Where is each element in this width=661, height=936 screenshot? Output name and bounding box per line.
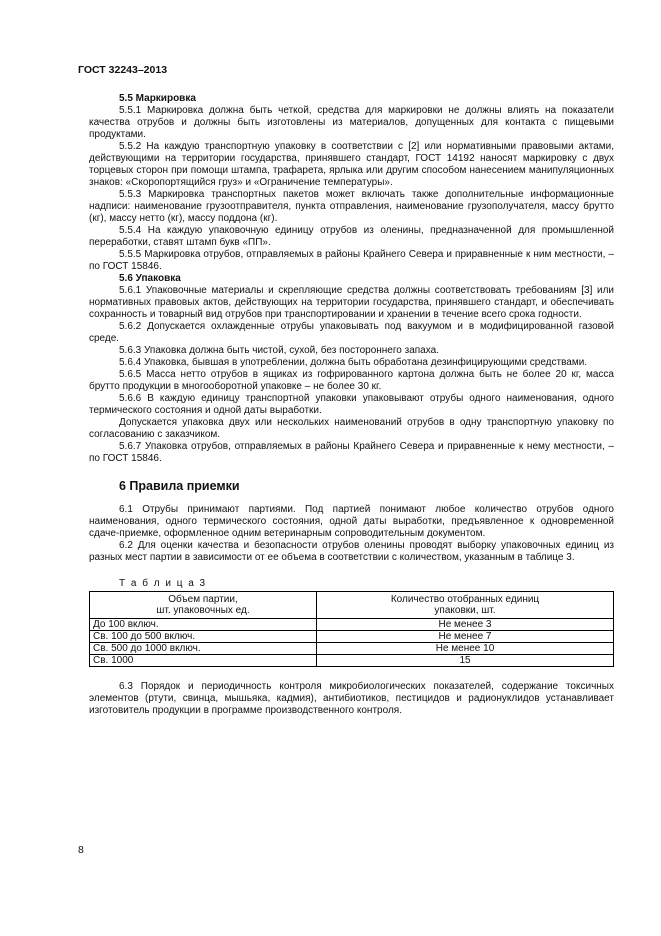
cell-count: Не менее 3 [317,619,614,631]
page-number: 8 [78,844,84,856]
table-row [90,619,614,631]
paragraph-5-6-6-note: Допускается упаковка двух или нескольких наименований отрубов в одну транспортную упаковку по согласованию с заказчиком. [89,417,614,440]
cell-volume: Св. 100 до 500 включ. [90,631,317,643]
table-row [90,655,614,667]
section-6-title: 6 Правила приемки [119,479,240,493]
paragraph-5-6-1: 5.6.1 Упаковочные материалы и скрепляющие средства должны соответствовать требованиям [3] или нормативных правовых актов, действующих на территории государства, принявшего стандарт, и обеспечивать сохранность и товарный вид отрубов при транспортировании и хранении в течение всего срока годности. [89,285,614,320]
page-content [89,93,614,717]
cell-count: Не менее 7 [317,631,614,643]
section-5-6-title: 5.6 Упаковка [119,273,181,284]
cell-volume: До 100 включ. [90,619,317,631]
document-code: ГОСТ 32243–2013 [78,64,168,76]
paragraph-5-6-3: 5.6.3 Упаковка должна быть чистой, сухой, без постороннего запаха. [119,345,439,356]
cell-volume: Св. 500 до 1000 включ. [90,643,317,655]
cell-count: 15 [317,655,614,667]
paragraph-6-1: 6.1 Отрубы принимают партиями. Под партией понимают любое количество отрубов одного наименования, одного термического состояния, одной даты выработки, предъявленное к одновременной сдаче-приемке, оформленное одним ветеринарным сопроводительным документом. [89,504,614,539]
sample-size-table [89,591,614,667]
paragraph-5-5-5: 5.5.5 Маркировка отрубов, отправляемых в районы Крайнего Севера и приравненные к ним местности, – по ГОСТ 15846. [89,249,614,272]
paragraph-5-6-6: 5.6.6 В каждую единицу транспортной упаковки упаковывают отрубы одного наименования, одного термического состояния и одной даты выработки. [89,393,614,416]
section-5-5-title: 5.5 Маркировка [119,93,196,104]
paragraph-5-5-2: 5.5.2 На каждую транспортную упаковку в соответствии с [2] или нормативными правовыми актами, действующими на территории государства, принявшего стандарт, ГОСТ 14192 наносят маркировку с двух торцевых сторон при помощи штампа, трафарета, ярлыка или другим способом нанесением манипуляционных знаков: «Скоропортящийся груз» и «Ограничение температуры». [89,141,614,188]
paragraph-6-3: 6.3 Порядок и периодичность контроля микробиологических показателей, содержание токсичных элементов (ртути, свинца, мышьяка, кадмия), антибиотиков, пестицидов и радионуклидов устанавливает изготовитель продукции в программе производственного контроля. [89,681,614,716]
table-row [90,631,614,643]
column-header-count: Количество отобранных единиц упаковки, шт. [317,592,614,619]
paragraph-5-6-2: 5.6.2 Допускается охлажденные отрубы упаковывать под вакуумом и в модифицированной газовой среде. [89,321,614,344]
paragraph-5-5-1: 5.5.1 Маркировка должна быть четкой, средства для маркировки не должны влиять на показатели качества отрубов и должны быть изготовлены из материалов, допущенных для контакта с пищевыми продуктами. [89,105,614,140]
cell-count: Не менее 10 [317,643,614,655]
paragraph-5-5-4: 5.5.4 На каждую упаковочную единицу отрубов из оленины, предназначенной для промышленной переработки, ставят штамп букв «ПП». [89,225,614,248]
table-header-row [90,592,614,619]
cell-volume: Св. 1000 [90,655,317,667]
paragraph-5-6-5: 5.6.5 Масса нетто отрубов в ящиках из гофрированного картона должна быть не более 20 кг, масса брутто продукции в многооборотной упаковке – не более 30 кг. [89,369,614,392]
table-caption: Т а б л и ц а 3 [119,578,207,589]
paragraph-5-6-7: 5.6.7 Упаковка отрубов, отправляемых в районы Крайнего Севера и приравненные к нему местности, – по ГОСТ 15846. [89,441,614,464]
paragraph-5-5-3: 5.5.3 Маркировка транспортных пакетов может включать также дополнительные информационные надписи: наименование грузоотправителя, пункта отправления, наименование грузополучателя, массу брутто (кг), массу нетто (кг), массу поддона (кг). [89,189,614,224]
table-row [90,643,614,655]
column-header-volume: Объем партии, шт. упаковочных ед. [90,592,317,619]
paragraph-6-2: 6.2 Для оценки качества и безопасности отрубов оленины проводят выборку упаковочных единиц из разных мест партии в зависимости от ее объема в соответствии с количеством, указанным в таблице 3. [89,540,614,563]
paragraph-5-6-4: 5.6.4 Упаковка, бывшая в употреблении, должна быть обработана дезинфицирующими средствами. [119,357,588,368]
